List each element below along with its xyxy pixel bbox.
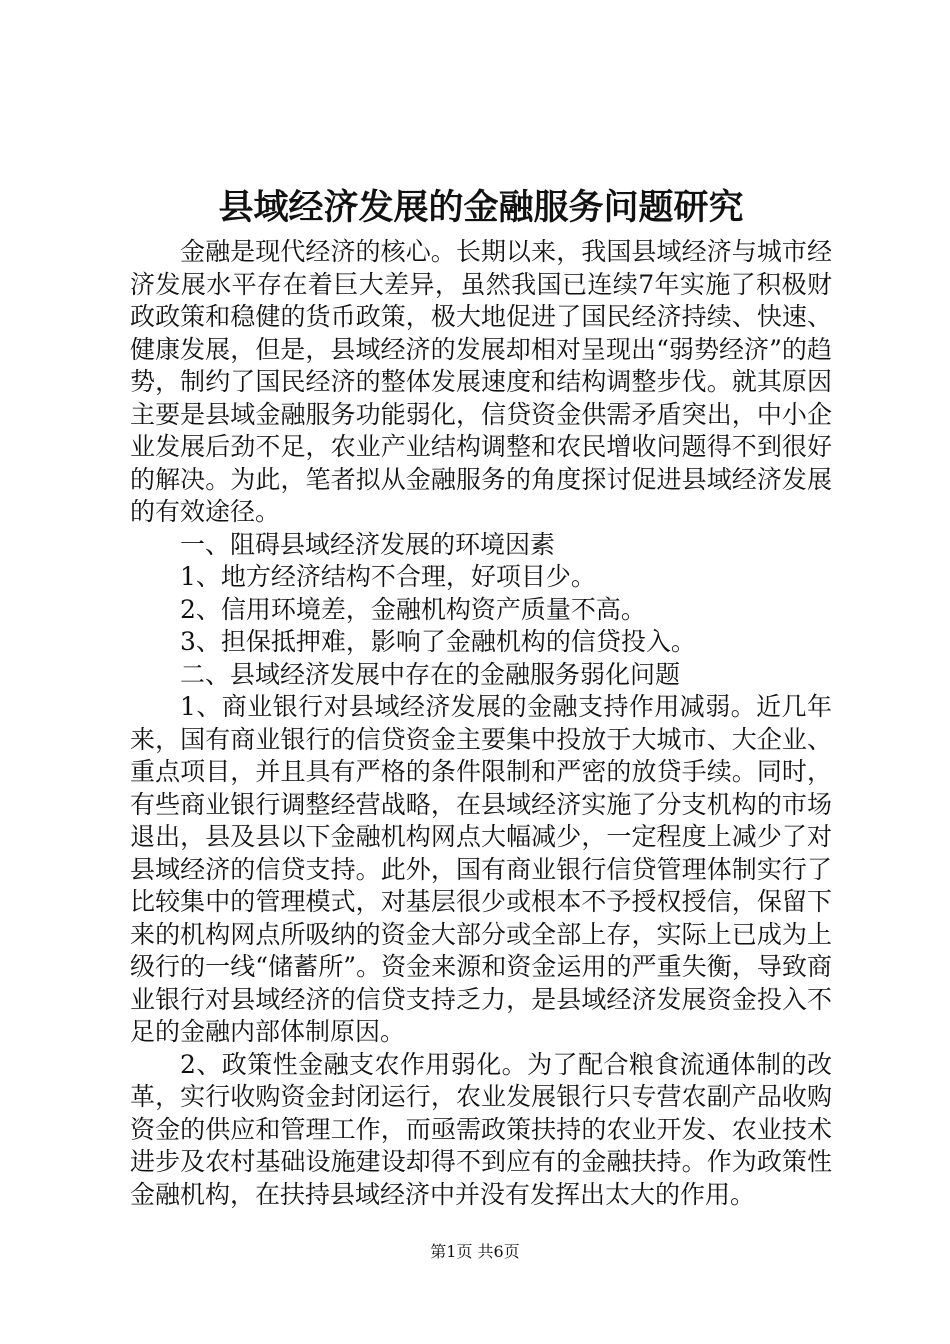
list-item: 2、信用环境差，金融机构资产质量不高。 bbox=[180, 594, 646, 624]
document-title: 县域经济发展的金融服务问题研究 bbox=[218, 187, 744, 228]
body-paragraph: 2、政策性金融支农作用弱化。为了配合粮食流通体制的改革，实行收购资金封闭运行，农业发展银行只专营农副产品收购资金的供应和管理工作，而亟需政策扶持的农业开发、农业技术进步及农村基础设施建设却得不到应有的金融扶持。作为政策性金融机构，在扶持县域经济中并没有发挥出太大的作用。 bbox=[130, 1049, 832, 1209]
intro-paragraph: 金融是现代经济的核心。长期以来，我国县域经济与城市经济发展水平存在着巨大差异，虽然我国已连续7年实施了积极财政政策和稳健的货币政策，极大地促进了国民经济持续、快速、健康发展，但是，县域经济的发展却相对呈现出“弱势经济”的趋势，制约了国民经济的整体发展速度和结构调整步伐。就其原因主要是县域金融服务功能弱化，信贷资金供需矛盾突出，中小企业发展后劲不足，农业产业结构调整和农民增收问题得不到很好的解决。为此，笔者拟从金融服务的角度探讨促进县域经济发展的有效途径。 bbox=[130, 237, 832, 526]
list-item: 1、地方经济结构不合理，好项目少。 bbox=[180, 562, 596, 591]
document-body bbox=[130, 236, 832, 1211]
list-item: 3、担保抵押难，影响了金融机构的信贷投入。 bbox=[180, 627, 696, 656]
section-heading-1: 一、阻碍县域经济发展的环境因素 bbox=[180, 529, 556, 559]
body-paragraph: 1、商业银行对县域经济发展的金融支持作用减弱。近几年来，国有商业银行的信贷资金主要集中投放于大城市、大企业、重点项目，并且具有严格的条件限制和严密的放贷手续。同时，有些商业银行调整经营战略，在县域经济实施了分支机构的市场退出，县及县以下金融机构网点大幅减少，一定程度上减少了对县域经济的信贷支持。此外，国有商业银行信贷管理体制实行了比较集中的管理模式，对基层很少或根本不予授权授信，保留下来的机构网点所吸纳的资金大部分或全部上存，实际上已成为上级行的一线“储蓄所”。资金来源和资金运用的严重失衡，导致商业银行对县域经济的信贷支持乏力，是县域经济发展资金投入不足的金融内部体制原因。 bbox=[130, 692, 832, 1046]
page-footer: 第1页 共6页 bbox=[430, 1242, 520, 1261]
section-heading-2: 二、县域经济发展中存在的金融服务弱化问题 bbox=[180, 659, 681, 689]
